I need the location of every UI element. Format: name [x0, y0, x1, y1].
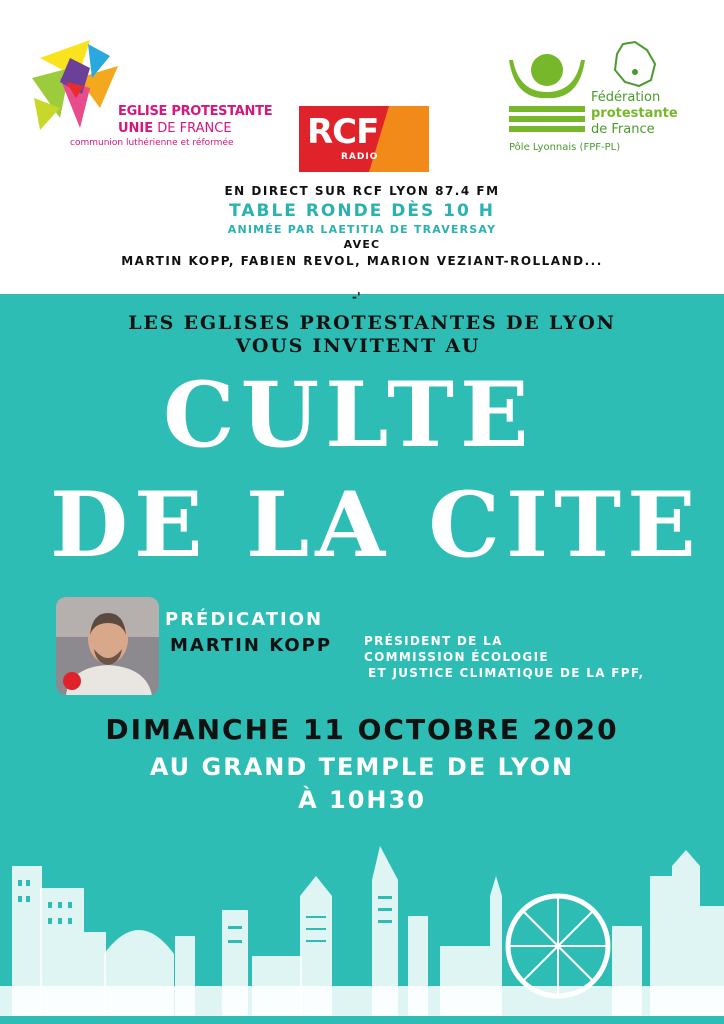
epudf-cross-icon	[30, 38, 120, 138]
event-date: DIMANCHE 11 OCTOBRE 2020	[105, 713, 619, 746]
radio-line2: TABLE RONDE DÈS 10 H	[229, 201, 495, 221]
lyon-skyline-illustration	[0, 836, 724, 1024]
event-time: À 10H30	[298, 786, 426, 814]
rcf-sub: RADIO	[341, 152, 379, 162]
radio-line5: MARTIN KOPP, FABIEN REVOL, MARION VEZIANT-ROLLAND...	[121, 254, 603, 268]
epudf-name-line1: EGLISE PROTESTANTE	[118, 104, 273, 119]
preacher-name: MARTIN KOPP	[170, 635, 333, 656]
title-line1: CULTE	[163, 362, 535, 468]
fpf-line3: de France	[591, 122, 655, 137]
radio-line1: EN DIRECT SUR RCF LYON 87.4 FM	[224, 184, 500, 198]
rcf-name: RCF	[307, 112, 379, 152]
invite-line1: LES EGLISES PROTESTANTES DE LYON	[128, 312, 616, 334]
radio-line3: ANIMÉE PAR LAETITIA DE TRAVERSAY	[227, 223, 497, 236]
stray-mark: -'	[352, 290, 361, 304]
preacher-role-line3: ET JUSTICE CLIMATIQUE DE LA FPF,	[368, 666, 645, 680]
rcf-logo	[299, 106, 429, 172]
fpf-line4: Pôle Lyonnais (FPF-PL)	[509, 142, 621, 153]
fpf-line1: Fédération	[591, 90, 661, 105]
invite-line2: VOUS INVITENT AU	[235, 335, 481, 357]
epudf-logo	[30, 38, 273, 158]
fpf-logo	[505, 40, 705, 160]
fpf-line2: protestante	[591, 106, 678, 121]
preacher-portrait-icon	[56, 597, 159, 695]
preacher-role-line2: COMMISSION ÉCOLOGIE	[364, 650, 549, 664]
preaching-label: PRÉDICATION	[165, 609, 324, 630]
epudf-name-line2: UNIE DE FRANCE	[118, 121, 232, 136]
radio-line4: AVEC	[343, 238, 381, 251]
epudf-tagline: communion luthérienne et réformée	[70, 138, 234, 148]
title-line2: DE LA CITE	[50, 472, 702, 578]
event-place: AU GRAND TEMPLE DE LYON	[149, 753, 575, 781]
preacher-role-line1: PRÉSIDENT DE LA	[364, 634, 503, 648]
preacher-photo	[56, 597, 159, 695]
